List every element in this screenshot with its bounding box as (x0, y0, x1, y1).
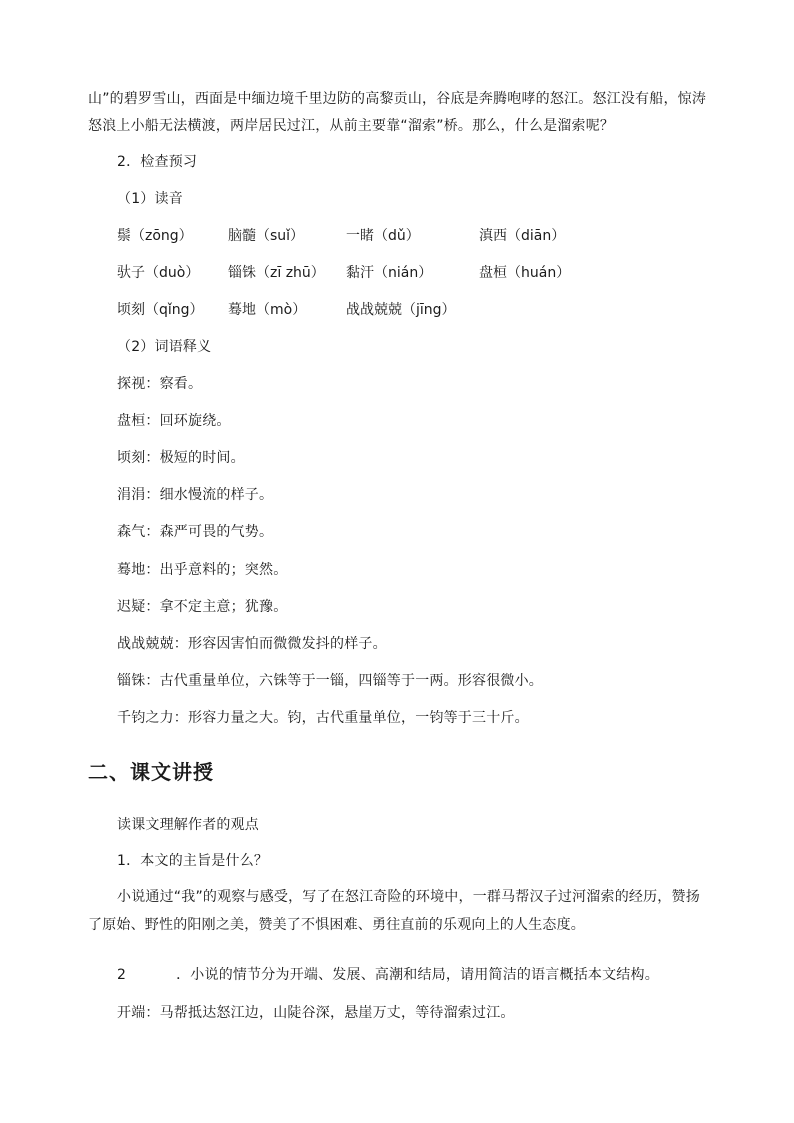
vocab-item: 迟疑：拿不定主意；犹豫。 (117, 599, 288, 615)
section-heading: 二、课文讲授 (88, 760, 214, 784)
pinyin-item: 黏汗（nián） (346, 265, 433, 281)
intro-line-1: 山”的碧罗雪山，西面是中缅边境千里边防的高黎贡山，谷底是奔腾咆哮的怒江。怒江没有船，惊涛 (88, 91, 707, 107)
question-2-number: 2 (117, 967, 127, 983)
vocab-item: 战战兢兢：形容因害怕而微微发抖的样子。 (117, 636, 387, 652)
answer-1: 小说通过“我”的观察与感受，写了在怒江奇险的环境中，一群马帮汉子过河溜索的经历，赞扬了原始、野性的阳刚之美，赞美了不惧困难、勇往直前的乐观向上的人生态度。 (88, 889, 700, 933)
vocab-item: 森气：森严可畏的气势。 (117, 524, 274, 540)
pinyin-item: 一睹（dǔ） (346, 228, 420, 244)
intro-line-2: 怒浪上小船无法横渡，两岸居民过江，从前主要靠“溜索”桥。那么，什么是溜索呢？ (88, 118, 615, 134)
vocab-item: 涓涓：细水慢流的样子。 (117, 487, 274, 503)
pinyin-item: 驮子（duò） (117, 265, 200, 281)
pinyin-item: 战战兢兢（jīng） (346, 302, 456, 318)
question-2 (117, 965, 659, 985)
reading-title: （1）读音 (117, 191, 183, 207)
vocab-item: 蓦地：出乎意料的；突然。 (117, 562, 288, 578)
vocab-item: 探视：察看。 (117, 376, 203, 392)
pinyin-item: 盘桓（huán） (479, 265, 571, 281)
pinyin-item: 鬃（zōng） (117, 228, 193, 244)
pinyin-item: 锱铢（zī zhū） (228, 265, 325, 281)
preview-title: 2．检查预习 (117, 154, 198, 170)
vocab-item: 盘桓：回环旋绕。 (117, 413, 231, 429)
vocab-item: 顷刻：极短的时间。 (117, 450, 245, 466)
lecture-subtitle: 读课文理解作者的观点 (117, 817, 259, 833)
question-1: 1．本文的主旨是什么？ (117, 853, 269, 869)
vocab-item: 千钧之力：形容力量之大。钧，古代重量单位，一钧等于三十斤。 (117, 710, 529, 726)
vocab-item: 锱铢：古代重量单位，六铢等于一锱，四锱等于一两。形容很微小。 (117, 673, 543, 689)
pinyin-item: 蓦地（mò） (228, 302, 307, 318)
answer-2-start: 开端：马帮抵达怒江边，山陡谷深，悬崖万丈，等待溜索过江。 (117, 1005, 515, 1021)
question-2-text: ．小说的情节分为开端、发展、高潮和结局，请用简洁的语言概括本文结构。 (176, 967, 659, 983)
pinyin-item: 顷刻（qǐng） (117, 302, 204, 318)
vocab-title: （2）词语释义 (117, 339, 212, 355)
pinyin-item: 滇西（diān） (479, 228, 566, 244)
pinyin-item: 脑髓（suǐ） (228, 228, 305, 244)
